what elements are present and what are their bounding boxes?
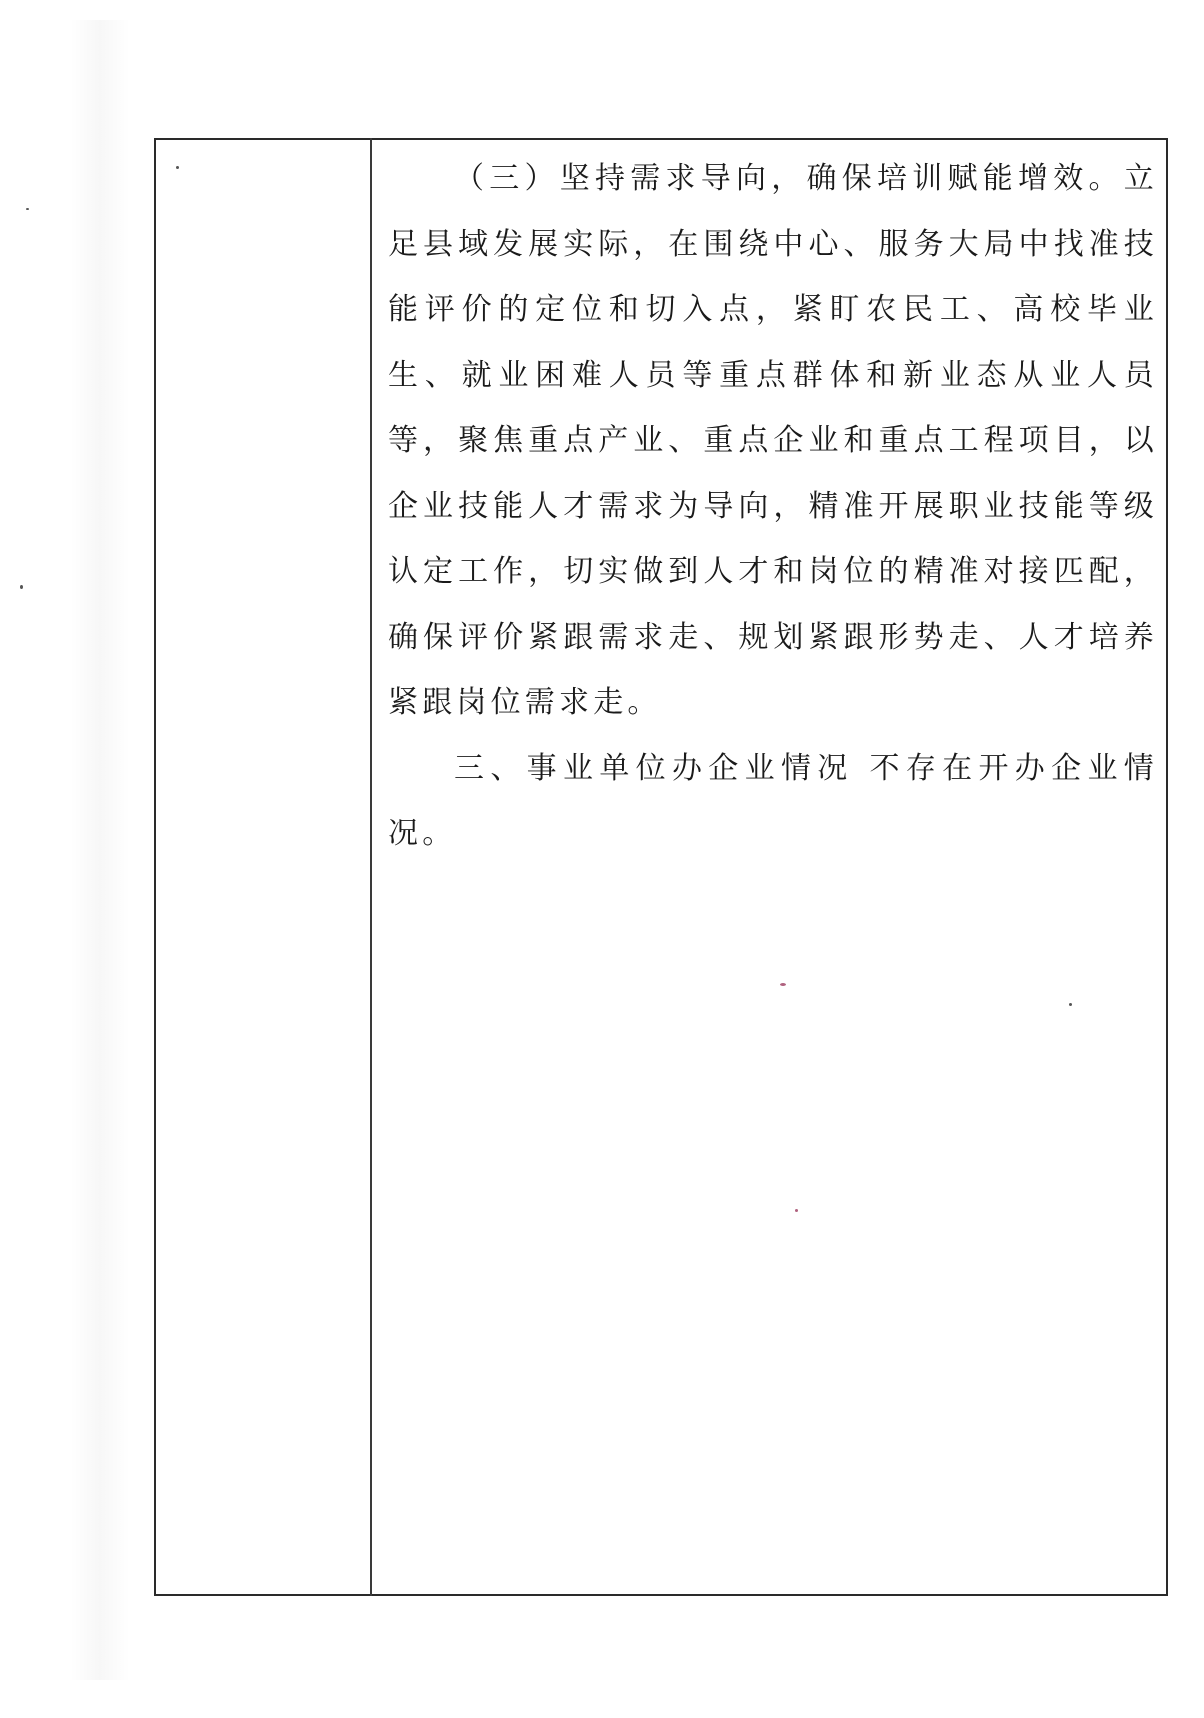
scan-speck xyxy=(176,166,179,169)
scan-speck xyxy=(20,585,23,589)
scan-shadow xyxy=(70,20,130,1680)
scan-speck xyxy=(780,983,786,986)
scan-speck xyxy=(1069,1003,1072,1006)
scan-speck xyxy=(795,1209,798,1212)
right-content-cell xyxy=(388,146,1158,867)
paragraph-demand-oriented: （三）坚持需求导向，确保培训赋能增效。立足县域发展实际，在围绕中心、服务大局中找准技能评价的定位和切入点，紧盯农民工、高校毕业生、就业困难人员等重点群体和新业态从业人员等，聚焦重点产业、重点企业和重点工程项目，以企业技能人才需求为导向，精准开展职业技能等级认定工作，切实做到人才和岗位的精准对接匹配，确保评价紧跟需求走、规划紧跟形势走、人才培养紧跟岗位需求走。 xyxy=(388,161,1158,720)
column-divider xyxy=(370,138,372,1596)
paragraph-enterprise-status: 三、事业单位办企业情况 不存在开办企业情况。 xyxy=(388,750,1158,851)
scan-speck xyxy=(26,208,29,210)
left-empty-cell xyxy=(156,140,370,1594)
